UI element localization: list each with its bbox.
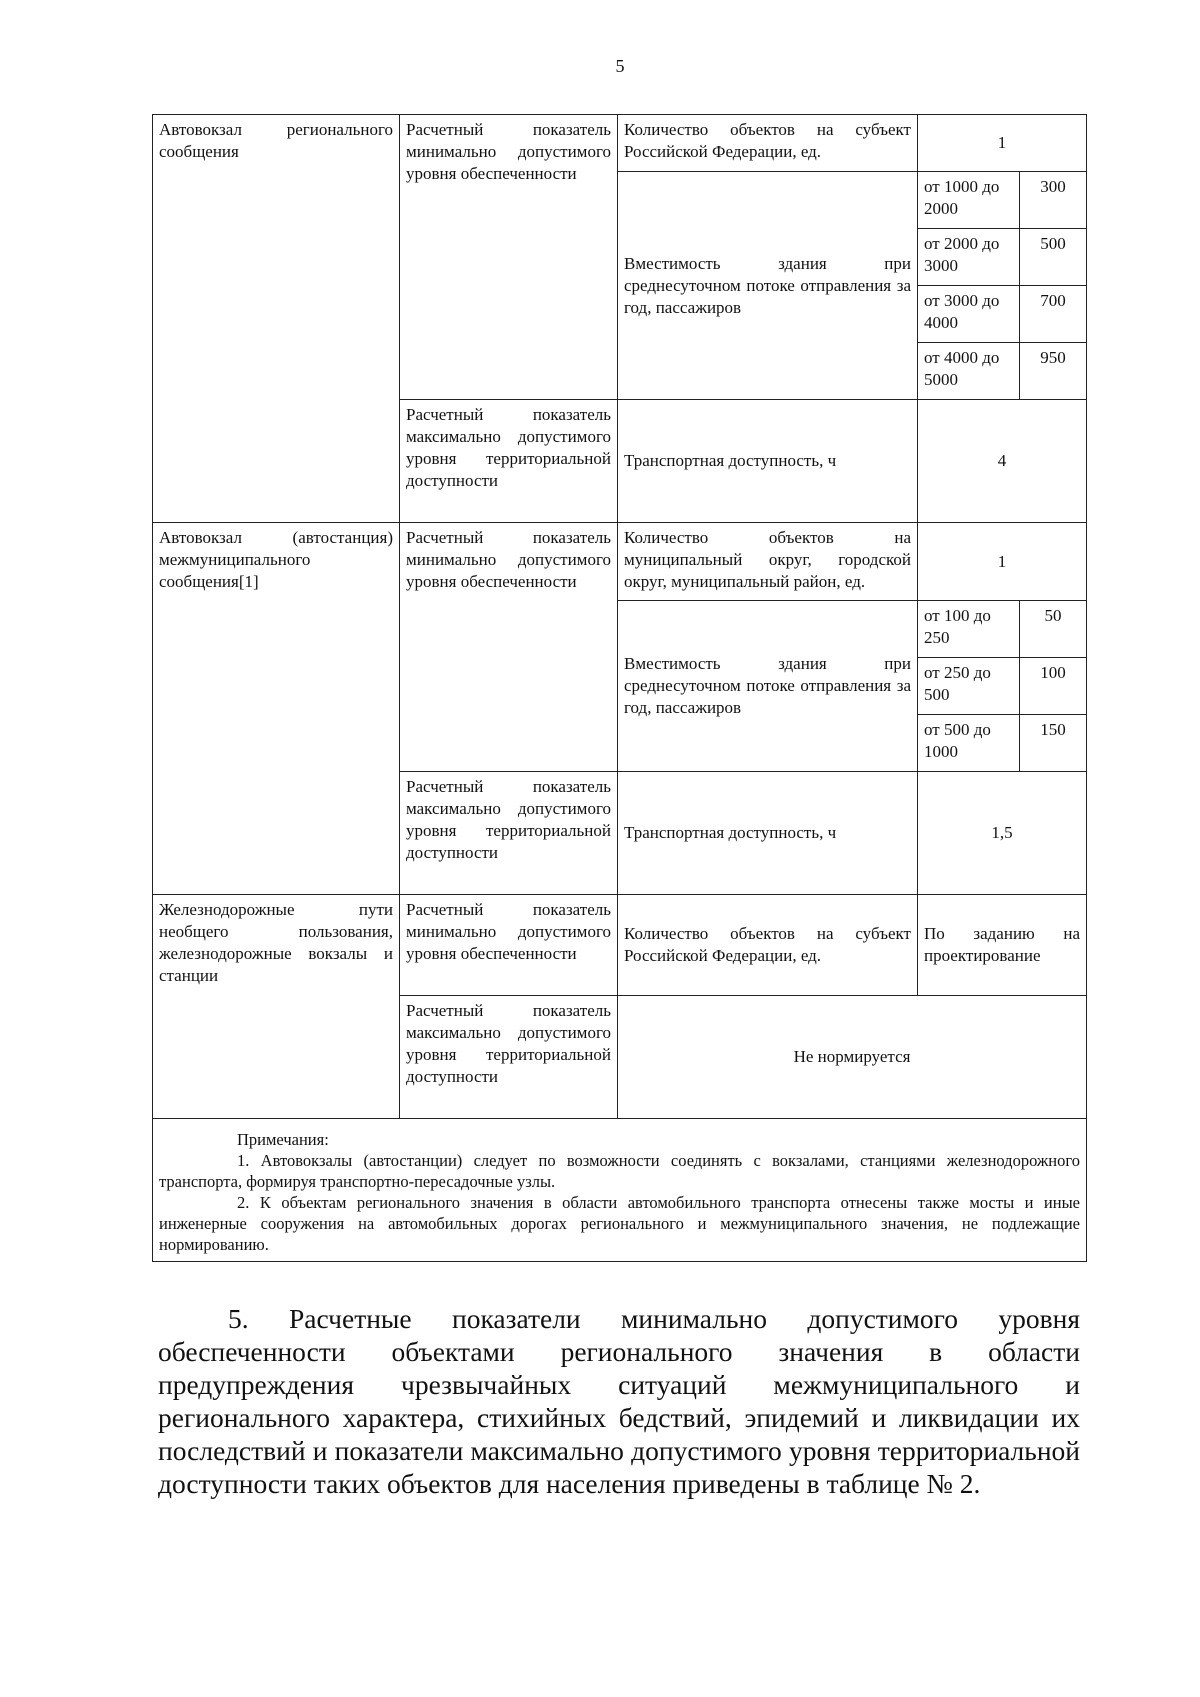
object-railway: Железнодорожные пути необщего пользования, железнодорожные вокзалы и станции <box>153 895 400 1119</box>
access-label: Транспортная доступность, ч <box>618 400 918 523</box>
capacity-value: 950 <box>1020 343 1087 400</box>
count-label: Количество объектов на муниципальный округ, городской округ, муниципальный район, ед. <box>618 523 918 601</box>
count-label: Количество объектов на субъект Российской Федерации, ед. <box>618 115 918 172</box>
count-value: По заданию на проектирование <box>918 895 1087 996</box>
capacity-value: 100 <box>1020 658 1087 715</box>
capacity-value: 150 <box>1020 715 1087 772</box>
indicator-max-accessibility: Расчетный показатель максимально допустимого уровня территориальной доступности <box>400 772 618 895</box>
capacity-range: от 2000 до 3000 <box>918 229 1020 286</box>
capacity-value: 500 <box>1020 229 1087 286</box>
capacity-range: от 1000 до 2000 <box>918 172 1020 229</box>
capacity-range: от 4000 до 5000 <box>918 343 1020 400</box>
count-value: 1 <box>918 115 1087 172</box>
capacity-range: от 500 до 1000 <box>918 715 1020 772</box>
page-number: 5 <box>615 56 625 76</box>
count-value: 1 <box>918 523 1087 601</box>
object-bus-station-intermunicipal: Автовокзал (автостанция) межмуниципального сообщения[1] <box>153 523 400 895</box>
access-value: 1,5 <box>918 772 1087 895</box>
capacity-label: Вместимость здания при среднесуточном потоке отправления за год, пассажиров <box>618 601 918 772</box>
indicator-min-provision: Расчетный показатель минимально допустимого уровня обеспеченности <box>400 895 618 996</box>
standards-table <box>152 114 1087 1262</box>
not-normed: Не нормируется <box>618 996 1087 1119</box>
capacity-value: 50 <box>1020 601 1087 658</box>
paragraph-text: 5. Расчетные показатели минимально допустимого уровня обеспеченности объектами регионального значения в области предупреждения чрезвычайных ситуаций межмуниципального и регионального характера, стихийных бедствий, эпидемий и ликвидации их последствий и показатели максимально допустимого уровня территориальной доступности таких объектов для населения приведены в таблице № 2. <box>158 1303 1080 1499</box>
notes <box>153 1119 1087 1262</box>
capacity-range: от 250 до 500 <box>918 658 1020 715</box>
capacity-value: 700 <box>1020 286 1087 343</box>
access-value: 4 <box>918 400 1087 523</box>
capacity-range: от 3000 до 4000 <box>918 286 1020 343</box>
note-item: 2. К объектам регионального значения в области автомобильного транспорта отнесены также мосты и иные инженерные сооружения на автомобильных дорогах регионального и межмуниципального значения, не подлежащие нормированию. <box>159 1193 1080 1254</box>
capacity-range: от 100 до 250 <box>918 601 1020 658</box>
indicator-min-provision: Расчетный показатель минимально допустимого уровня обеспеченности <box>400 115 618 400</box>
indicator-max-accessibility: Расчетный показатель максимально допустимого уровня территориальной доступности <box>400 996 618 1119</box>
count-label: Количество объектов на субъект Российской Федерации, ед. <box>618 895 918 996</box>
note-item: 1. Автовокзалы (автостанции) следует по возможности соединять с вокзалами, станциями железнодорожного транспорта, формируя транспортно-пересадочные узлы. <box>159 1151 1080 1191</box>
section-paragraph <box>158 1302 1080 1500</box>
object-bus-station-regional: Автовокзал регионального сообщения <box>153 115 400 523</box>
capacity-label: Вместимость здания при среднесуточном потоке отправления за год, пассажиров <box>618 172 918 400</box>
access-label: Транспортная доступность, ч <box>618 772 918 895</box>
notes-title: Примечания: <box>237 1130 329 1149</box>
indicator-min-provision: Расчетный показатель минимально допустимого уровня обеспеченности <box>400 523 618 772</box>
indicator-max-accessibility: Расчетный показатель максимально допустимого уровня территориальной доступности <box>400 400 618 523</box>
capacity-value: 300 <box>1020 172 1087 229</box>
